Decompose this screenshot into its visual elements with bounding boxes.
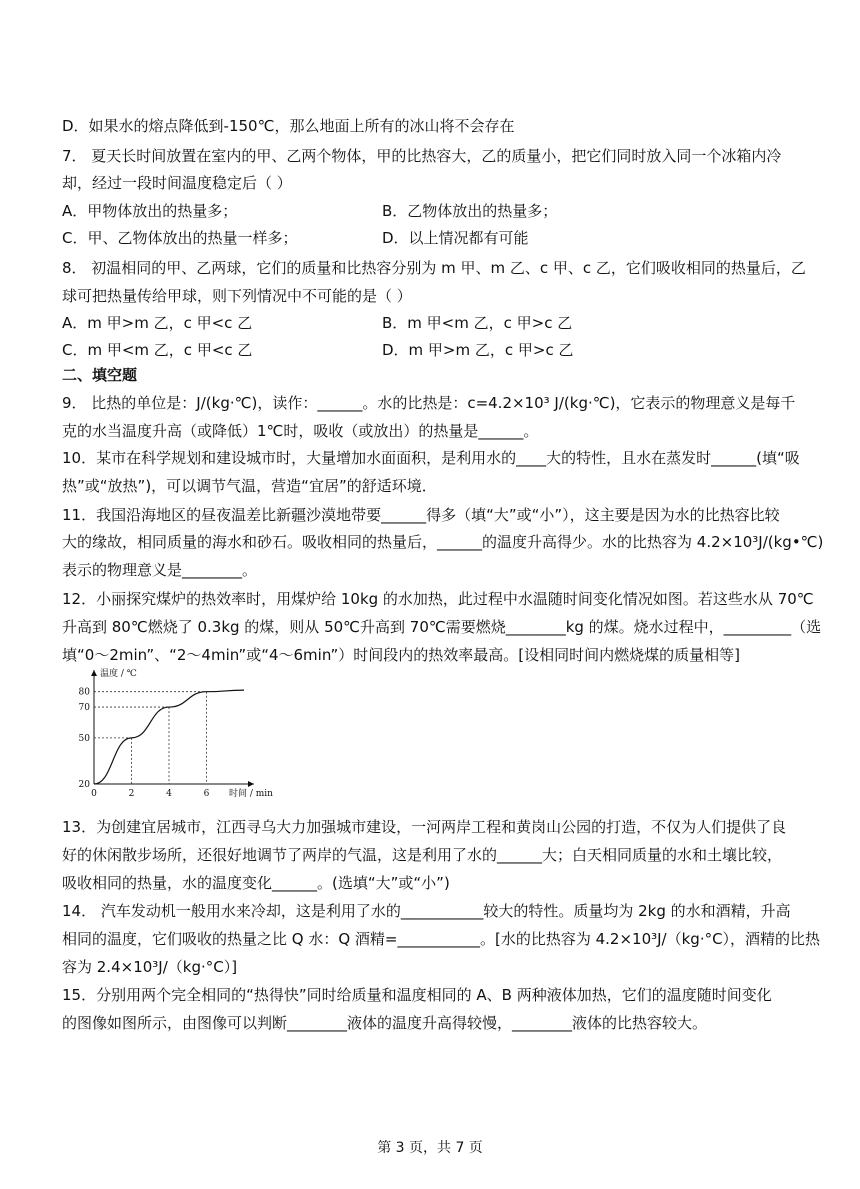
x-tick-label: 4 xyxy=(166,789,172,799)
y-axis-arrow xyxy=(91,670,97,676)
section-heading: 二、填空题 xyxy=(62,366,138,384)
y-tick-label: 70 xyxy=(78,703,90,714)
page-footer: 第 3 页，共 7 页 xyxy=(377,1140,483,1156)
temperature-time-chart xyxy=(62,669,273,812)
y-axis-label: 温度 / ℃ xyxy=(100,669,137,679)
q8-option-b: B．m 甲<m 乙，c 甲>c 乙 xyxy=(382,314,573,332)
y-tick-label: 20 xyxy=(78,780,90,790)
q14-line-2: 相同的温度，它们吸收的热量之比 Q 水：Q 酒精=___________。[水的比热容为 4.2×10³J/（kg·°C），酒精的比热 xyxy=(62,930,821,948)
q10-line-2: 热”或“放热”)，可以调节气温，营造“宜居”的舒适环境． xyxy=(62,477,437,495)
q7-option-d: D．以上情况都有可能 xyxy=(382,229,529,247)
q15-line-2: 的图像如图所示，由图像可以判断________液体的温度升高得较慢，________液体的比热容较大。 xyxy=(62,1014,708,1032)
q8-stem-2: 球可把热量传给甲球，则下列情况中不可能的是（ ） xyxy=(62,287,412,305)
q12-line-2: 升高到 80℃燃烧了 0.3kg 的煤，则从 50℃升高到 70℃需要燃烧________kg 的煤。烧水过程中，_________（选 xyxy=(62,618,822,636)
y-tick-label: 50 xyxy=(78,733,90,744)
q8-stem-1: 8． 初温相同的甲、乙两球，它们的质量和比热容分别为 m 甲、m 乙、c 甲、c 乙，它们吸收相同的热量后，乙 xyxy=(62,259,806,277)
q13-line-1: 13．为创建宜居城市，江西寻乌大力加强城市建设，一河两岸工程和黄岗山公园的打造，不仅为人们提供了良 xyxy=(62,818,787,836)
q6-option-d: D．如果水的熔点降低到-150℃，那么地面上所有的冰山将不会存在 xyxy=(62,117,515,135)
q15-line-1: 15．分别用两个完全相同的“热得快”同时给质量和温度相同的 A、B 两种液体加热，它们的温度随时间变化 xyxy=(62,986,772,1004)
q14-line-1: 14． 汽车发动机一般用水来冷却，这是利用了水的___________较大的特性。质量均为 2kg 的水和酒精，升高 xyxy=(62,902,791,920)
q11-line-1: 11．我国沿海地区的昼夜温差比新疆沙漠地带要______得多（填“大”或“小”），这主要是因为水的比热容比较 xyxy=(62,506,780,524)
q8-option-c: C．m 甲<m 乙，c 甲<c 乙 xyxy=(62,341,253,359)
q12-line-1: 12．小丽探究煤炉的热效率时，用煤炉给 10kg 的水加热，此过程中水温随时间变化情况如图。若这些水从 70℃ xyxy=(62,590,814,608)
x-tick-label: 2 xyxy=(128,789,135,799)
q7-stem-1: 7． 夏天长时间放置在室内的甲、乙两个物体，甲的比热容大，乙的质量小，把它们同时放入同一个冰箱内冷 xyxy=(62,147,782,165)
q10-line-1: 10．某市在科学规划和建设城市时，大量增加水面面积，是利用水的____大的特性，且水在蒸发时______(填“吸 xyxy=(62,449,800,467)
q7-option-a: A．甲物体放出的热量多； xyxy=(62,202,238,220)
x-tick-label: 0 xyxy=(91,789,97,799)
q13-line-2: 好的休闲散步场所，还很好地调节了两岸的气温，这是利用了水的______大；白天相同质量的水和土壤比较， xyxy=(62,846,783,864)
q11-line-3: 表示的物理意义是________。 xyxy=(62,561,258,579)
q12-line-3: 填“0～2min”、“2～4min”或“4～6min”）时间段内的热效率最高。[设相同时间内燃烧煤的质量相等] xyxy=(62,646,740,664)
q14-line-3: 容为 2.4×10³J/（kg·°C）] xyxy=(62,958,238,976)
q7-option-b: B．乙物体放出的热量多； xyxy=(382,202,558,220)
q7-option-c: C．甲、乙物体放出的热量一样多； xyxy=(62,229,298,247)
x-axis-label: 时间 / min xyxy=(229,789,273,799)
q8-option-d: D．m 甲>m 乙，c 甲>c 乙 xyxy=(382,341,574,359)
x-tick-label: 6 xyxy=(203,789,210,799)
q9-line-2: 克的水当温度升高（或降低）1℃时，吸收（或放出）的热量是______。 xyxy=(62,422,539,440)
y-tick-label: 80 xyxy=(78,687,90,698)
x-axis-arrow xyxy=(248,781,254,787)
q9-line-1: 9． 比热的单位是：J/(kg·℃)，读作：______。水的比热是：c=4.2×10³ J/(kg·℃)，它表示的物理意义是每千 xyxy=(62,394,796,412)
q8-option-a: A．m 甲>m 乙，c 甲<c 乙 xyxy=(62,314,253,332)
q13-line-3: 吸收相同的热量，水的温度变化______。(选填“大”或“小”) xyxy=(62,874,450,892)
q11-line-2: 大的缘故，相同质量的海水和砂石。吸收相同的热量后，______的温度升高得少。水的比热容为 4.2×10³J/(kg•℃) xyxy=(62,533,824,551)
q7-stem-2: 却，经过一段时间温度稳定后（ ） xyxy=(62,174,292,192)
